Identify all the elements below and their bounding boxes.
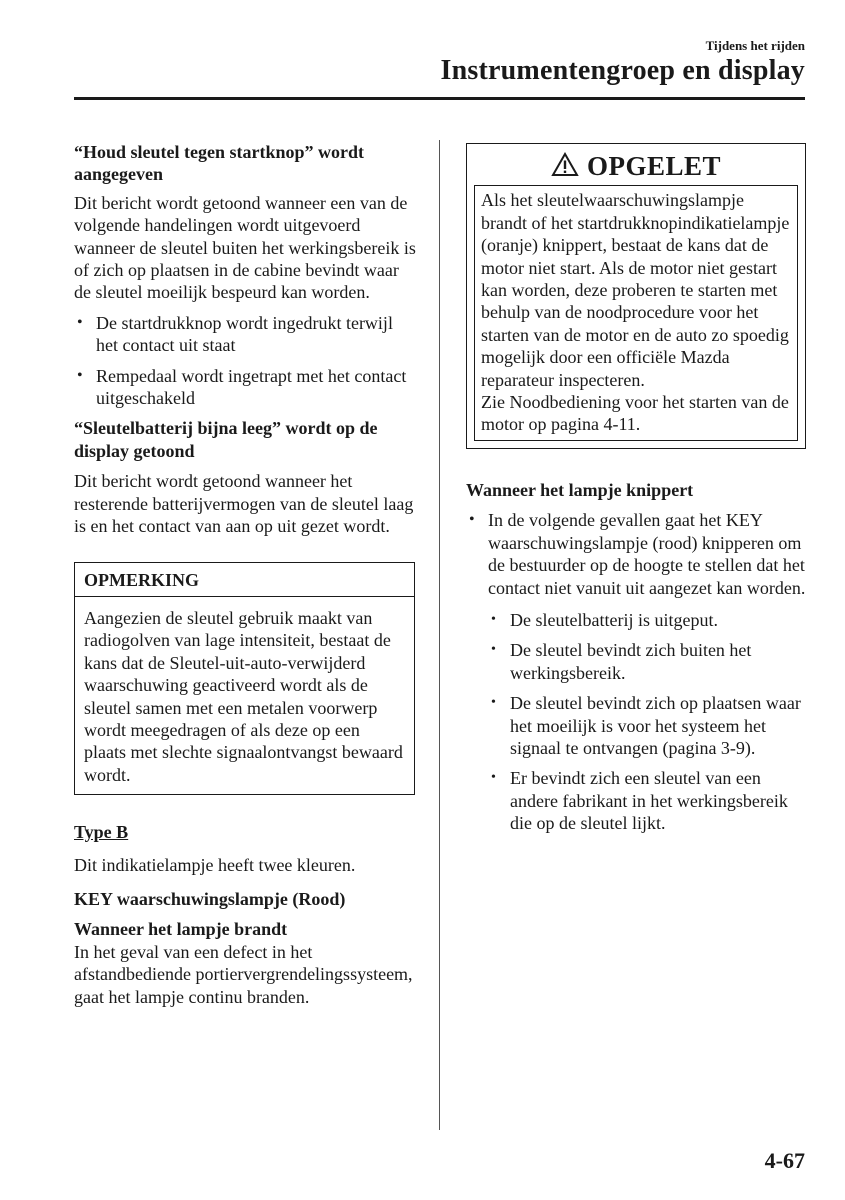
list-item-text: De startdrukknop wordt ingedrukt terwijl het contact uit staat [96, 312, 393, 356]
warning-header [467, 144, 805, 185]
sub-list-item [488, 692, 806, 759]
warning-label: OPGELET [586, 150, 722, 181]
sub-list-item [488, 609, 806, 631]
column-divider [439, 140, 440, 1130]
heading-key-warning-light: KEY waarschuwingslampje (Rood) [74, 888, 346, 909]
page-number: 4-67 [764, 1148, 805, 1173]
heading-light-on: Wanneer het lampje brandt [74, 919, 288, 940]
sub-list-item [488, 639, 806, 684]
note-box [74, 562, 415, 796]
heading-hold-key: “Houd sleutel tegen startknop” wordt aangegeven [74, 142, 365, 185]
paragraph-hold-key: Dit bericht wordt getoond wanneer een van de volgende handelingen wordt uitgevoerd wanneer de sleutel buiten het werkingsbereik is of zich op plaatsen in de cabine bevindt waar de sleutel moeilijk bespeurd kan worden. [74, 192, 416, 303]
right-column [466, 143, 806, 843]
paragraph-two-colors: Dit indikatielampje heeft twee kleuren. [74, 854, 356, 875]
list-item [74, 312, 417, 357]
bullet-dot: • [491, 695, 496, 711]
note-label: OPMERKING [75, 563, 414, 597]
heading-light-blinking: Wanneer het lampje knippert [466, 479, 694, 500]
paragraph-light-on: In het geval van een defect in het afstandbediende portiervergrendelingssysteem, gaat het lampje continu branden. [74, 941, 413, 1007]
header-rule [74, 97, 805, 100]
bullet-dot: • [77, 313, 83, 331]
sub-list-item-text: De sleutel bevindt zich op plaatsen waar het moeilijk is voor het systeem het signaal te ontvangen (pagina 3-9). [510, 693, 801, 758]
paragraph-battery-low: Dit bericht wordt getoond wanneer het resterende batterijvermogen van de sleutel laag is en het contact van aan op uit gezet wordt. [74, 471, 414, 537]
bullet-list [466, 509, 806, 834]
page-title: Instrumentengroep en display [440, 55, 805, 86]
left-column [74, 141, 417, 1008]
list-item-text: Rempedaal wordt ingetrapt met het contact uitgeschakeld [96, 365, 407, 409]
bullet-dot: • [491, 611, 496, 627]
bullet-dot: • [469, 511, 475, 529]
note-text: Aangezien de sleutel gebruik maakt van radiogolven van lage intensiteit, bestaat de kans dat de Sleutel-uit-auto-verwijderd waarschuwing geactiveerd wordt als de sleutel samen met een metalen voorwerp wordt meegedragen of als deze op een plaats met slechte signaalontvangst bewaard wordt. [84, 607, 403, 785]
section-label: Tijdens het rijden [705, 38, 805, 53]
sub-list-item-text: De sleutelbatterij is uitgeput. [510, 609, 718, 630]
warning-text: Als het sleutelwaarschuwingslampje brandt of het startdrukknopindikatielampje (oranje) knippert, bestaat de kans dat de motor niet start. Als de motor niet gestart kan worden, deze proberen te starten met behulp van de noodprocedure voor het starten van de motor en de auto zo spoedig mogelijk door een officiële Mazda reparateur inspecteren. [481, 190, 790, 390]
list-item [466, 509, 806, 834]
warning-content [474, 185, 798, 440]
bullet-dot: • [491, 770, 496, 786]
bullet-dot: • [491, 642, 496, 658]
warning-reference: Zie Noodbediening voor het starten van de motor op pagina 4-11. [481, 392, 789, 435]
type-b-heading: Type B [74, 822, 129, 843]
warning-triangle-icon [551, 152, 579, 179]
sub-bullet-list [466, 609, 806, 835]
heading-battery-low: “Sleutelbatterij bijna leeg” wordt op de display getoond [74, 418, 378, 461]
bullet-dot: • [77, 366, 83, 384]
list-item-text: In de volgende gevallen gaat het KEY waarschuwingslampje (rood) knipperen om de bestuurder op de hoogte te stellen dat het contact niet vanuit uit aangezet kan worden. [488, 510, 806, 598]
sub-list-item-text: Er bevindt zich een sleutel van een andere fabrikant in het werkingsbereik die op de sleutel lijkt. [510, 768, 788, 834]
sub-list-item [488, 767, 806, 834]
sub-list-item-text: De sleutel bevindt zich buiten het werkingsbereik. [510, 640, 752, 683]
warning-box [466, 143, 806, 449]
bullet-list [74, 312, 417, 410]
list-item [74, 365, 417, 410]
